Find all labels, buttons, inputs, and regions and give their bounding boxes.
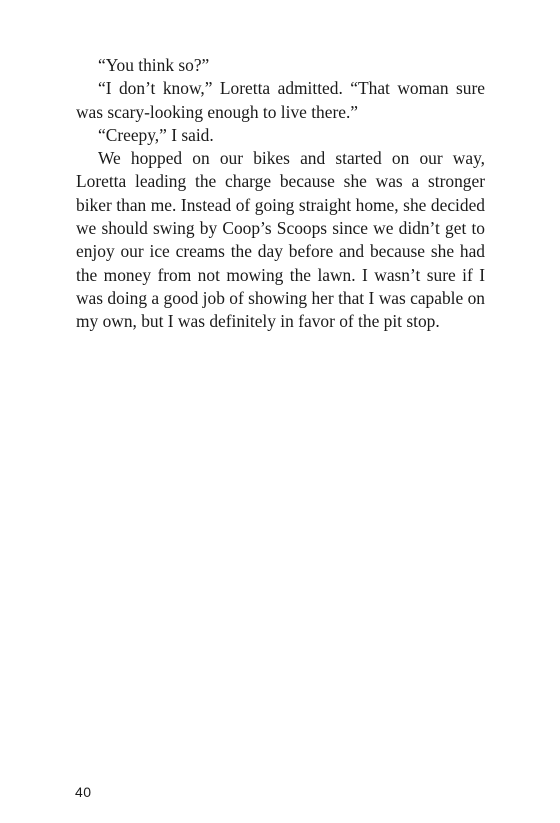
paragraph-dialogue-question: “You think so?”	[98, 55, 210, 75]
paragraph-dialogue-loretta: “I don’t know,” Loretta admitted. “That woman sure was scary-looking enough to live there.”	[76, 78, 485, 122]
paragraph-narration: We hopped on our bikes and started on our way, Loretta leading the charge because she was a stronger biker than me. Instead of going straight home, she decided we should swing by Coop’s Scoops since we didn’t get to enjoy our ice creams the day before and because she had the money from not mowing the lawn. I wasn’t sure if I was doing a good job of showing her that I was capable on my own, but I was definitely in favor of the pit stop.	[76, 148, 485, 332]
page-number: 40	[75, 784, 92, 800]
paragraph-dialogue-creepy: “Creepy,” I said.	[98, 124, 214, 145]
body-text	[76, 54, 485, 334]
